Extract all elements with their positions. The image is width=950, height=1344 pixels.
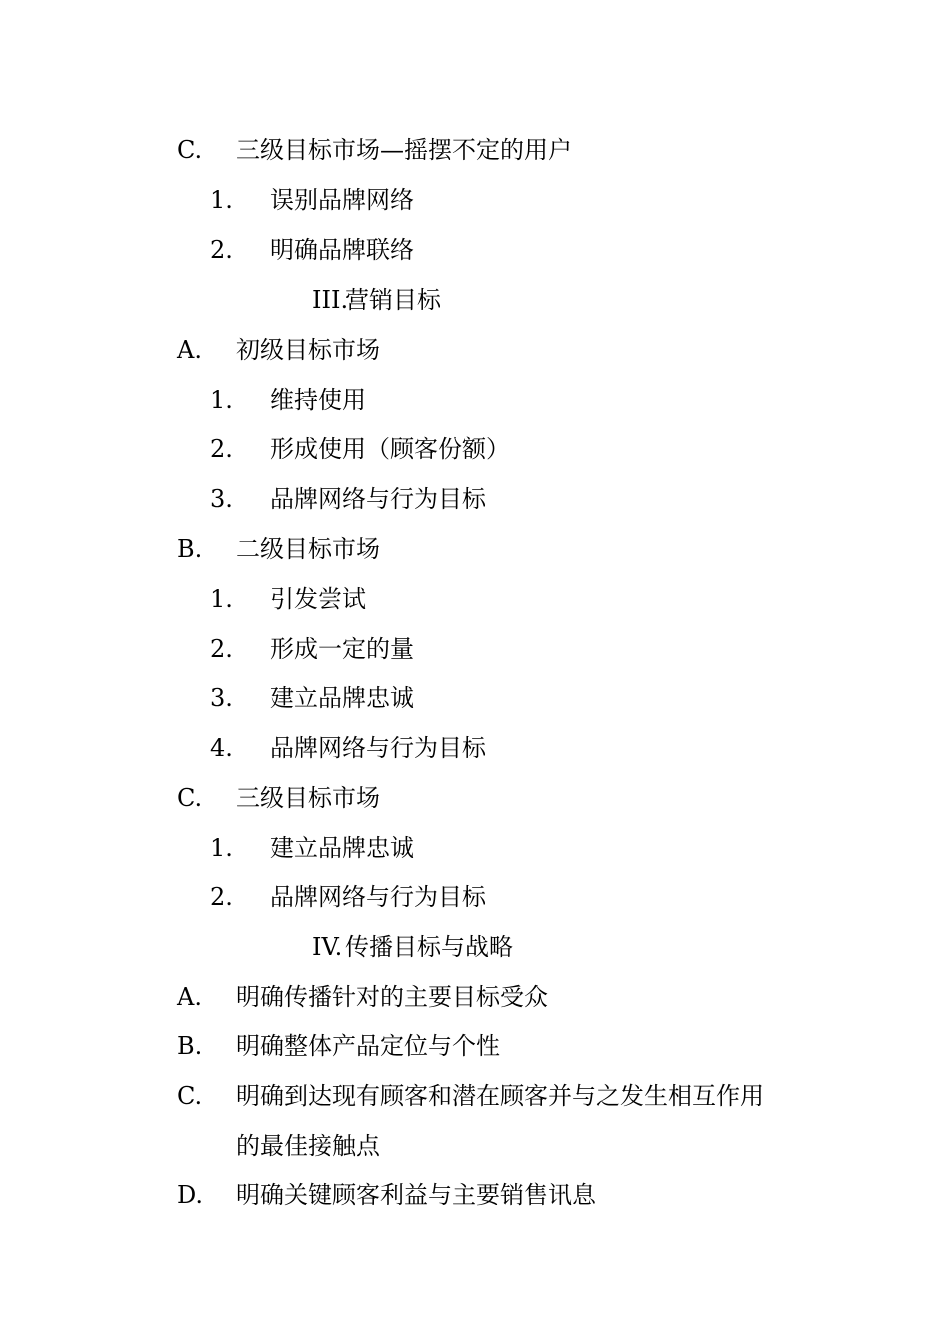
item-marker: C. [177,136,203,164]
section-title: 营销目标 [345,286,441,314]
subitem-marker: 2. [210,635,233,663]
subitem-marker: 1. [210,834,233,862]
subitem-marker: 4. [210,734,233,762]
subitem-text: 品牌网络与行为目标 [270,485,486,513]
item-marker: A. [177,336,202,364]
item-text: 明确到达现有顾客和潜在顾客并与之发生相互作用 [236,1082,764,1110]
item-text: 明确传播针对的主要目标受众 [236,983,548,1011]
item-marker: C. [177,1082,203,1110]
subitem-marker: 1. [210,585,233,613]
item-marker: D. [177,1181,204,1209]
subitem-text: 建立品牌忠诚 [270,834,414,862]
section-number: III. [312,286,349,314]
subitem-text: 形成一定的量 [270,635,414,663]
item-marker: A. [177,983,202,1011]
subitem-marker: 1. [210,386,233,414]
item-text: 三级目标市场—摇摆不定的用户 [236,136,572,164]
item-text: 明确整体产品定位与个性 [236,1032,500,1060]
item-marker: B. [177,535,203,563]
subitem-marker: 2. [210,236,233,264]
subitem-text: 建立品牌忠诚 [270,684,414,712]
subitem-text: 品牌网络与行为目标 [270,883,486,911]
subitem-text: 误别品牌网络 [270,186,414,214]
item-text: 初级目标市场 [236,336,380,364]
item-text-continuation: 的最佳接触点 [236,1132,380,1160]
subitem-marker: 3. [210,485,233,513]
subitem-marker: 1. [210,186,233,214]
subitem-marker: 2. [210,883,233,911]
subitem-marker: 3. [210,684,233,712]
item-text: 三级目标市场 [236,784,380,812]
subitem-text: 品牌网络与行为目标 [270,734,486,762]
subitem-text: 明确品牌联络 [270,236,414,264]
section-number: IV. [312,933,343,961]
subitem-text: 引发尝试 [270,585,366,613]
subitem-marker: 2. [210,435,233,463]
item-marker: C. [177,784,203,812]
item-text: 二级目标市场 [236,535,380,563]
subitem-text: 维持使用 [270,386,366,414]
subitem-text: 形成使用（顾客份额） [270,435,510,463]
item-text: 明确关键顾客利益与主要销售讯息 [236,1181,596,1209]
item-marker: B. [177,1032,203,1060]
section-title: 传播目标与战略 [345,933,513,961]
